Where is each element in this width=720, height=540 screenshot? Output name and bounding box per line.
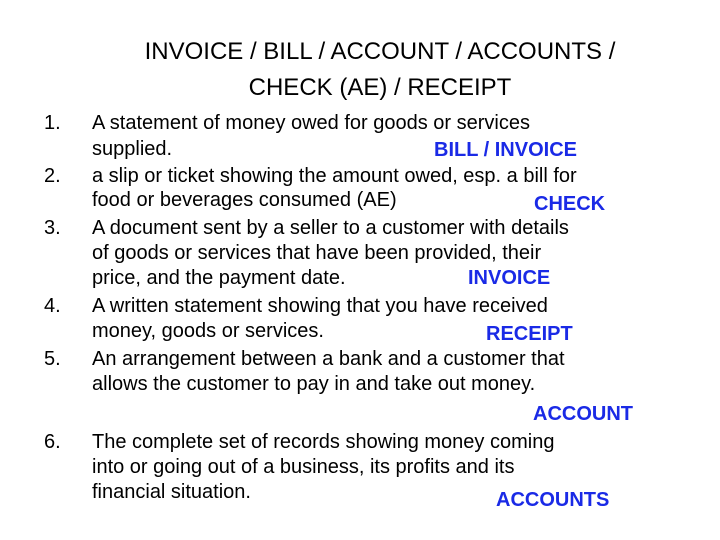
item-number-3: 3. [44, 217, 61, 239]
item-6-answer: ACCOUNTS [496, 489, 610, 511]
item-6-text-line-1: The complete set of records showing money coming [92, 431, 555, 453]
item-2-answer: CHECK [534, 193, 606, 215]
title-line-1: INVOICE / BILL / ACCOUNT / ACCOUNTS / [144, 38, 616, 65]
item-6-text-line-3: financial situation. [92, 481, 251, 503]
item-number-4: 4. [44, 295, 61, 317]
item-number-5: 5. [44, 348, 61, 370]
item-6-text-line-2: into or going out of a business, its profits and its [92, 456, 515, 478]
item-4-answer: RECEIPT [486, 323, 573, 345]
item-1-answer: BILL / INVOICE [434, 139, 577, 161]
item-number-1: 1. [44, 112, 61, 134]
item-number-6: 6. [44, 431, 61, 453]
item-1-text-line-2: supplied. [92, 138, 173, 160]
item-3-text-line-2: of goods or services that have been provided, their [92, 242, 542, 264]
item-2-text-line-1: a slip or ticket showing the amount owed, esp. a bill for [92, 165, 577, 187]
item-3-text-line-1: A document sent by a seller to a customer with details [92, 217, 569, 239]
item-1-text-line-1: A statement of money owed for goods or services [92, 112, 530, 134]
item-4-text-line-1: A written statement showing that you have received [92, 295, 548, 317]
item-5-text-line-1: An arrangement between a bank and a customer that [92, 348, 565, 370]
item-3-answer: INVOICE [468, 267, 551, 289]
item-number-2: 2. [44, 165, 61, 187]
item-5-answer: ACCOUNT [533, 403, 633, 425]
item-4-text-line-2: money, goods or services. [92, 320, 324, 342]
title-line-2: CHECK (AE) / RECEIPT [248, 74, 512, 101]
item-2-text-line-2: food or beverages consumed (AE) [92, 189, 397, 211]
item-5-text-line-2: allows the customer to pay in and take out money. [92, 373, 536, 395]
item-3-text-line-3: price, and the payment date. [92, 267, 346, 289]
page-title [80, 34, 680, 106]
